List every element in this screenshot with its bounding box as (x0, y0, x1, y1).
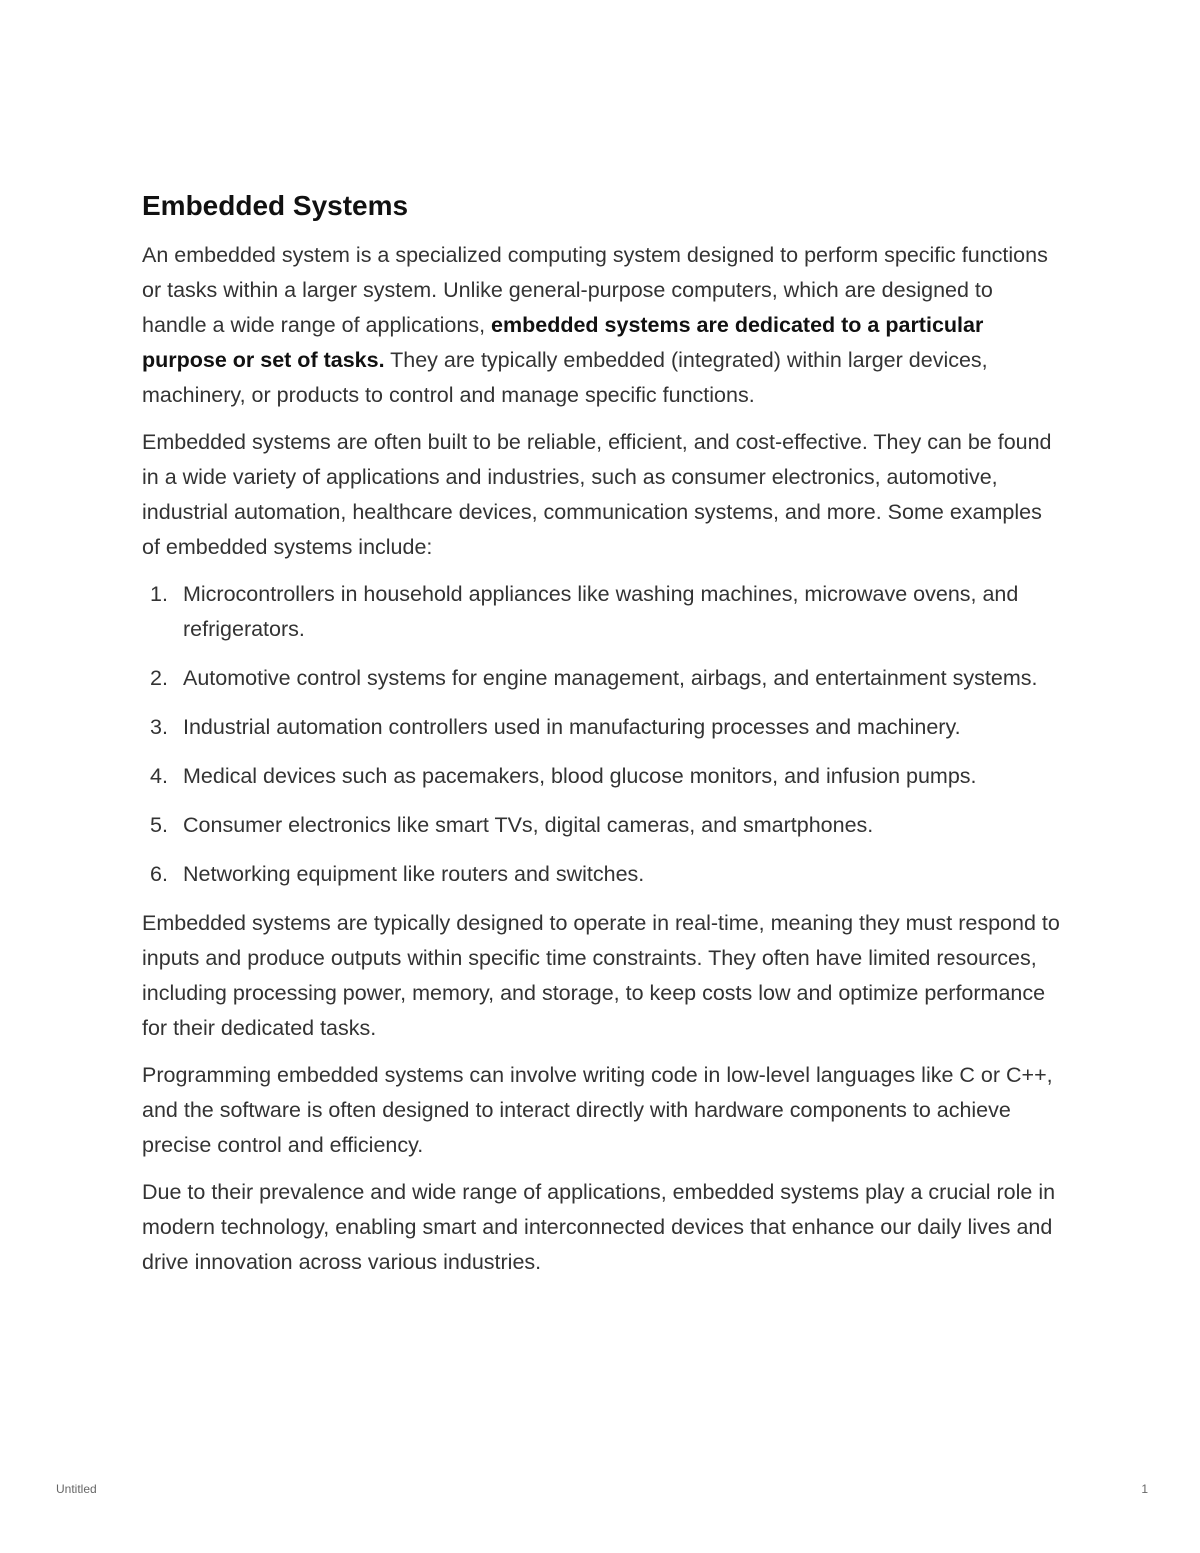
list-item-text: Consumer electronics like smart TVs, digital cameras, and smartphones. (183, 813, 874, 837)
applications-paragraph: Embedded systems are often built to be reliable, efficient, and cost-effective. They can be found in a wide variety of applications and industries, such as consumer electronics, automotive, industrial automation, healthcare devices, communication systems, and more. Some examples of embedded systems include: (142, 430, 1052, 559)
footer-document-name: Untitled (56, 1482, 97, 1496)
list-item-text: Microcontrollers in household appliances like washing machines, microwave ovens, and refrigerators. (183, 582, 1019, 641)
conclusion-paragraph: Due to their prevalence and wide range of applications, embedded systems play a crucial role in modern technology, enabling smart and interconnected devices that enhance our daily lives and drive innovation across various industries. (142, 1180, 1056, 1274)
list-item (142, 710, 1062, 745)
list-number: 1. (150, 582, 168, 606)
programming-paragraph: Programming embedded systems can involve writing code in low-level languages like C or C++, and the software is often designed to interact directly with hardware components to achieve precise control and efficiency. (142, 1063, 1053, 1157)
intro-text-start: An embedded system is a specialized computing system designed to perform specific functions or tasks within a larger system. Unlike general-purpose computers, which are designed to handle a wide range of applications, (142, 243, 1048, 337)
list-item-text: Networking equipment like routers and switches. (183, 862, 645, 886)
intro-paragraph (142, 238, 1062, 413)
list-number: 6. (150, 862, 168, 886)
list-item (142, 857, 1062, 892)
list-number: 2. (150, 666, 168, 690)
document-body (142, 186, 1062, 1292)
list-item (142, 808, 1062, 843)
examples-list (142, 577, 1062, 892)
list-number: 3. (150, 715, 168, 739)
list-item-text: Industrial automation controllers used in manufacturing processes and machinery. (183, 715, 961, 739)
intro-text-end: They are typically embedded (integrated) within larger devices, machinery, or products to control and manage specific functions. (142, 348, 988, 407)
list-item (142, 577, 1062, 647)
list-item-text: Automotive control systems for engine management, airbags, and entertainment systems. (183, 666, 1038, 690)
realtime-paragraph: Embedded systems are typically designed to operate in real-time, meaning they must respond to inputs and produce outputs within specific time constraints. They often have limited resources, including processing power, memory, and storage, to keep costs low and optimize performance for their dedicated tasks. (142, 911, 1060, 1040)
intro-bold-text: embedded systems are dedicated to a particular purpose or set of tasks. (142, 313, 984, 372)
list-item (142, 661, 1062, 696)
list-item-text: Medical devices such as pacemakers, blood glucose monitors, and infusion pumps. (183, 764, 977, 788)
page-title: Embedded Systems (142, 190, 409, 221)
footer-page-number: 1 (1141, 1482, 1148, 1496)
list-number: 4. (150, 764, 168, 788)
list-item (142, 759, 1062, 794)
list-number: 5. (150, 813, 168, 837)
